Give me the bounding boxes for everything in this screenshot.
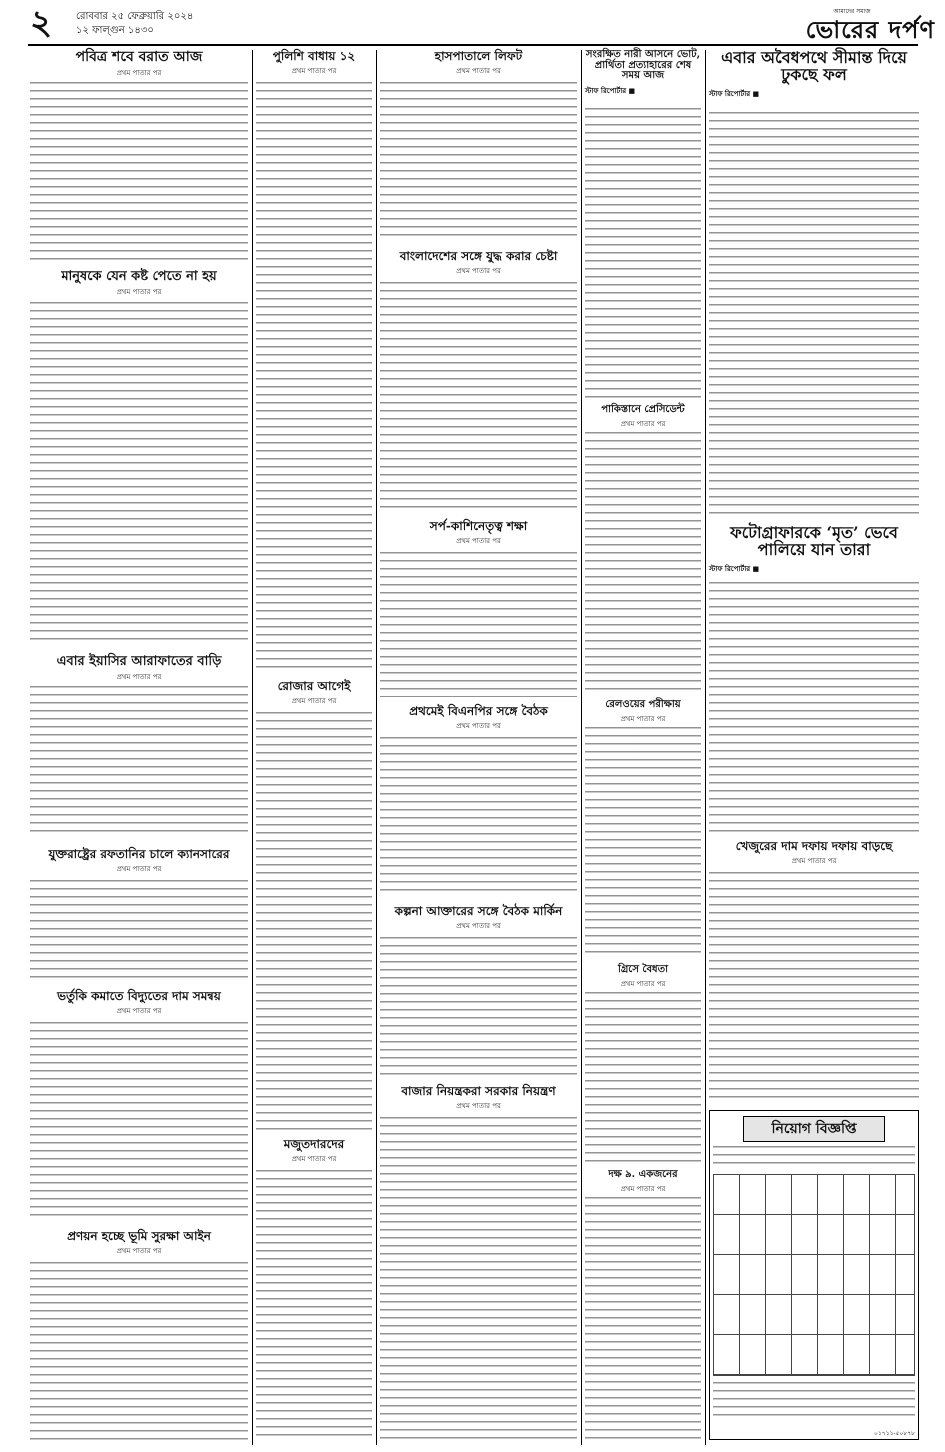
ad-intro-text [713, 1146, 915, 1170]
recruitment-ad [709, 1110, 919, 1440]
column-rule [581, 50, 582, 1445]
article-body [380, 937, 577, 1077]
headline: সর্প-কাশিনেতৃত্ব শক্ষা [429, 519, 528, 533]
article-photographer-dead [709, 525, 919, 575]
article-body [585, 108, 701, 398]
article-hospital-lift [380, 50, 577, 77]
article-bnp-meeting [380, 705, 577, 732]
article-people-suffer [30, 270, 248, 298]
article-greece-legality [585, 965, 701, 990]
article-date-price-rising [709, 840, 919, 867]
article-body [585, 992, 701, 1162]
headline: হাসপাতালে লিফট [434, 49, 523, 63]
headline: রেলওয়ের পরীক্ষায় [605, 699, 681, 710]
column-rule [252, 50, 253, 1445]
byline: প্রথম পাতার পর [291, 696, 337, 705]
article-land-protection-law [30, 1230, 248, 1257]
article-body [30, 302, 248, 642]
byline: প্রথম পাতার পর [620, 714, 666, 723]
masthead-rule [28, 44, 918, 46]
byline: প্রথম পাতার পর [116, 1006, 162, 1015]
headline: এবার ইয়াসির আরাফাতের বাড়ি [56, 654, 222, 669]
ad-footer-text [713, 1382, 915, 1422]
article-body [256, 712, 372, 1132]
article-body [380, 552, 577, 697]
article-yasir-arafat-house [30, 655, 248, 683]
headline: বাংলাদেশের সঙ্গে যুদ্ধ করার চেষ্টা [399, 249, 558, 263]
byline: প্রথম পাতার পর [456, 536, 501, 545]
byline: প্রথম পাতার পর [116, 864, 162, 873]
article-hoarders [256, 1138, 372, 1165]
headline: মানুষকে যেন কষ্ট পেতে না হয় [61, 269, 217, 284]
article-body [380, 282, 577, 512]
article-body [256, 82, 372, 672]
article-body [30, 1262, 248, 1440]
headline: প্রণয়ন হচ্ছে ভূমি সুরক্ষা আইন [67, 1229, 211, 1243]
byline: প্রথম পাতার পর [456, 1101, 501, 1110]
headline: কল্পনা আক্তারের সঙ্গে বৈঠক মার্কিন [394, 904, 563, 918]
byline: প্রথম পাতার পর [116, 672, 162, 681]
byline: প্রথম পাতার পর [456, 266, 501, 275]
article-market-control [380, 1085, 577, 1112]
article-body [30, 880, 248, 980]
article-body [30, 686, 248, 836]
byline: প্রথম পাতার পর [116, 68, 162, 77]
headline: এবার অবৈধপথে সীমান্ত দিয়ে ঢুকছে ফল [721, 48, 907, 84]
article-skilled-one [585, 1170, 701, 1195]
ad-table [713, 1174, 915, 1376]
article-snake-education [380, 520, 577, 547]
byline: প্রথম পাতার পর [291, 1154, 337, 1163]
article-body [380, 737, 577, 897]
byline: প্রথম পাতার পর [620, 419, 666, 428]
reporter-label: স্টাফ রিপোর্টার ■ [585, 85, 636, 95]
brand-tagline: আমাদের সমাজ [833, 8, 871, 15]
headline: সংরক্ষিত নারী আসনে ভোট, প্রার্থিতা প্রত্যাহারের শেষ সময় আজ [585, 49, 701, 81]
ad-title: নিয়োগ বিজ্ঞপ্তি [743, 1116, 885, 1142]
article-body [585, 1197, 701, 1440]
article-railway-exam [585, 700, 701, 725]
byline: প্রথম পাতার পর [291, 66, 337, 75]
headline: পবিত্র শবে বরাত আজ [75, 49, 203, 65]
headline: খেজুরের দাম দফায় দফায় বাড়ছে [735, 839, 893, 853]
headline: দক্ষ ৯. একজনের [608, 1169, 678, 1180]
reporter-label: স্টাফ রিপোর্টার ■ [709, 563, 760, 573]
reporter-label: স্টাফ রিপোর্টার ■ [709, 88, 760, 98]
page-number: ২ [30, 3, 53, 43]
byline: প্রথম পাতার পর [116, 1246, 162, 1255]
byline: প্রথম পাতার পর [456, 921, 501, 930]
article-reserved-women-seats [585, 50, 701, 97]
headline: রোজার আগেই [277, 679, 351, 693]
date-line-english: রোববার ২৫ ফেব্রুয়ারি ২০২৪ [76, 11, 194, 22]
column-rule [705, 50, 706, 1445]
article-body [380, 82, 577, 242]
article-body [709, 582, 919, 832]
article-before-ramadan [256, 680, 372, 707]
article-body [30, 1022, 248, 1222]
brand-logo: ভোরের দর্পণ [805, 15, 935, 44]
article-police-obstruction [256, 50, 372, 77]
article-body [709, 872, 919, 1102]
article-fruit-smuggling [709, 50, 919, 100]
headline: ফটোগ্রাফারকে ‘মৃত’ ভেবে পালিয়ে যান তারা [730, 523, 898, 559]
column-rule [376, 50, 377, 1445]
byline: প্রথম পাতার পর [116, 287, 162, 296]
byline: প্রথম পাতার পর [620, 979, 666, 988]
article-body [585, 432, 701, 692]
headline: ভর্তুকি কমাতে বিদ্যুতের দাম সমন্বয় [57, 989, 221, 1003]
article-body [709, 112, 919, 517]
date-line-bangla: ১২ ফাল্গুন ১৪৩০ [76, 25, 154, 36]
article-body [30, 82, 248, 262]
article-electricity-price [30, 990, 248, 1017]
ad-phone: ০১৭১১-৫০৮৭৮ [874, 1430, 915, 1437]
byline: প্রথম পাতার পর [456, 66, 501, 75]
byline: প্রথম পাতার পর [791, 856, 837, 865]
headline: পুলিশি বাধায় ১২ [272, 49, 356, 63]
headline: যুক্তরাষ্ট্রের রফতানির চালে ক্যানসারের [48, 847, 230, 861]
article-war-with-bangladesh [380, 250, 577, 277]
byline: প্রথম পাতার পর [456, 721, 501, 730]
article-us-rice-cancer [30, 848, 248, 875]
headline: প্রথমেই বিএনপির সঙ্গে বৈঠক [409, 704, 548, 718]
byline: প্রথম পাতার পর [620, 1184, 666, 1193]
article-pakistan-president [585, 405, 701, 430]
headline: বাজার নিয়ন্ত্রকরা সরকার নিয়ন্ত্রণ [401, 1084, 556, 1098]
article-shab-e-barat [30, 50, 248, 79]
article-kalpona-akter-meeting [380, 905, 577, 932]
article-body [380, 1117, 577, 1440]
headline: মজুতদারদের [283, 1137, 345, 1151]
article-body [256, 1170, 372, 1440]
article-body [585, 727, 701, 957]
headline: পাকিস্তানে প্রেসিডেন্ট [601, 404, 685, 415]
headline: গ্রিসে বৈধতা [617, 964, 669, 975]
